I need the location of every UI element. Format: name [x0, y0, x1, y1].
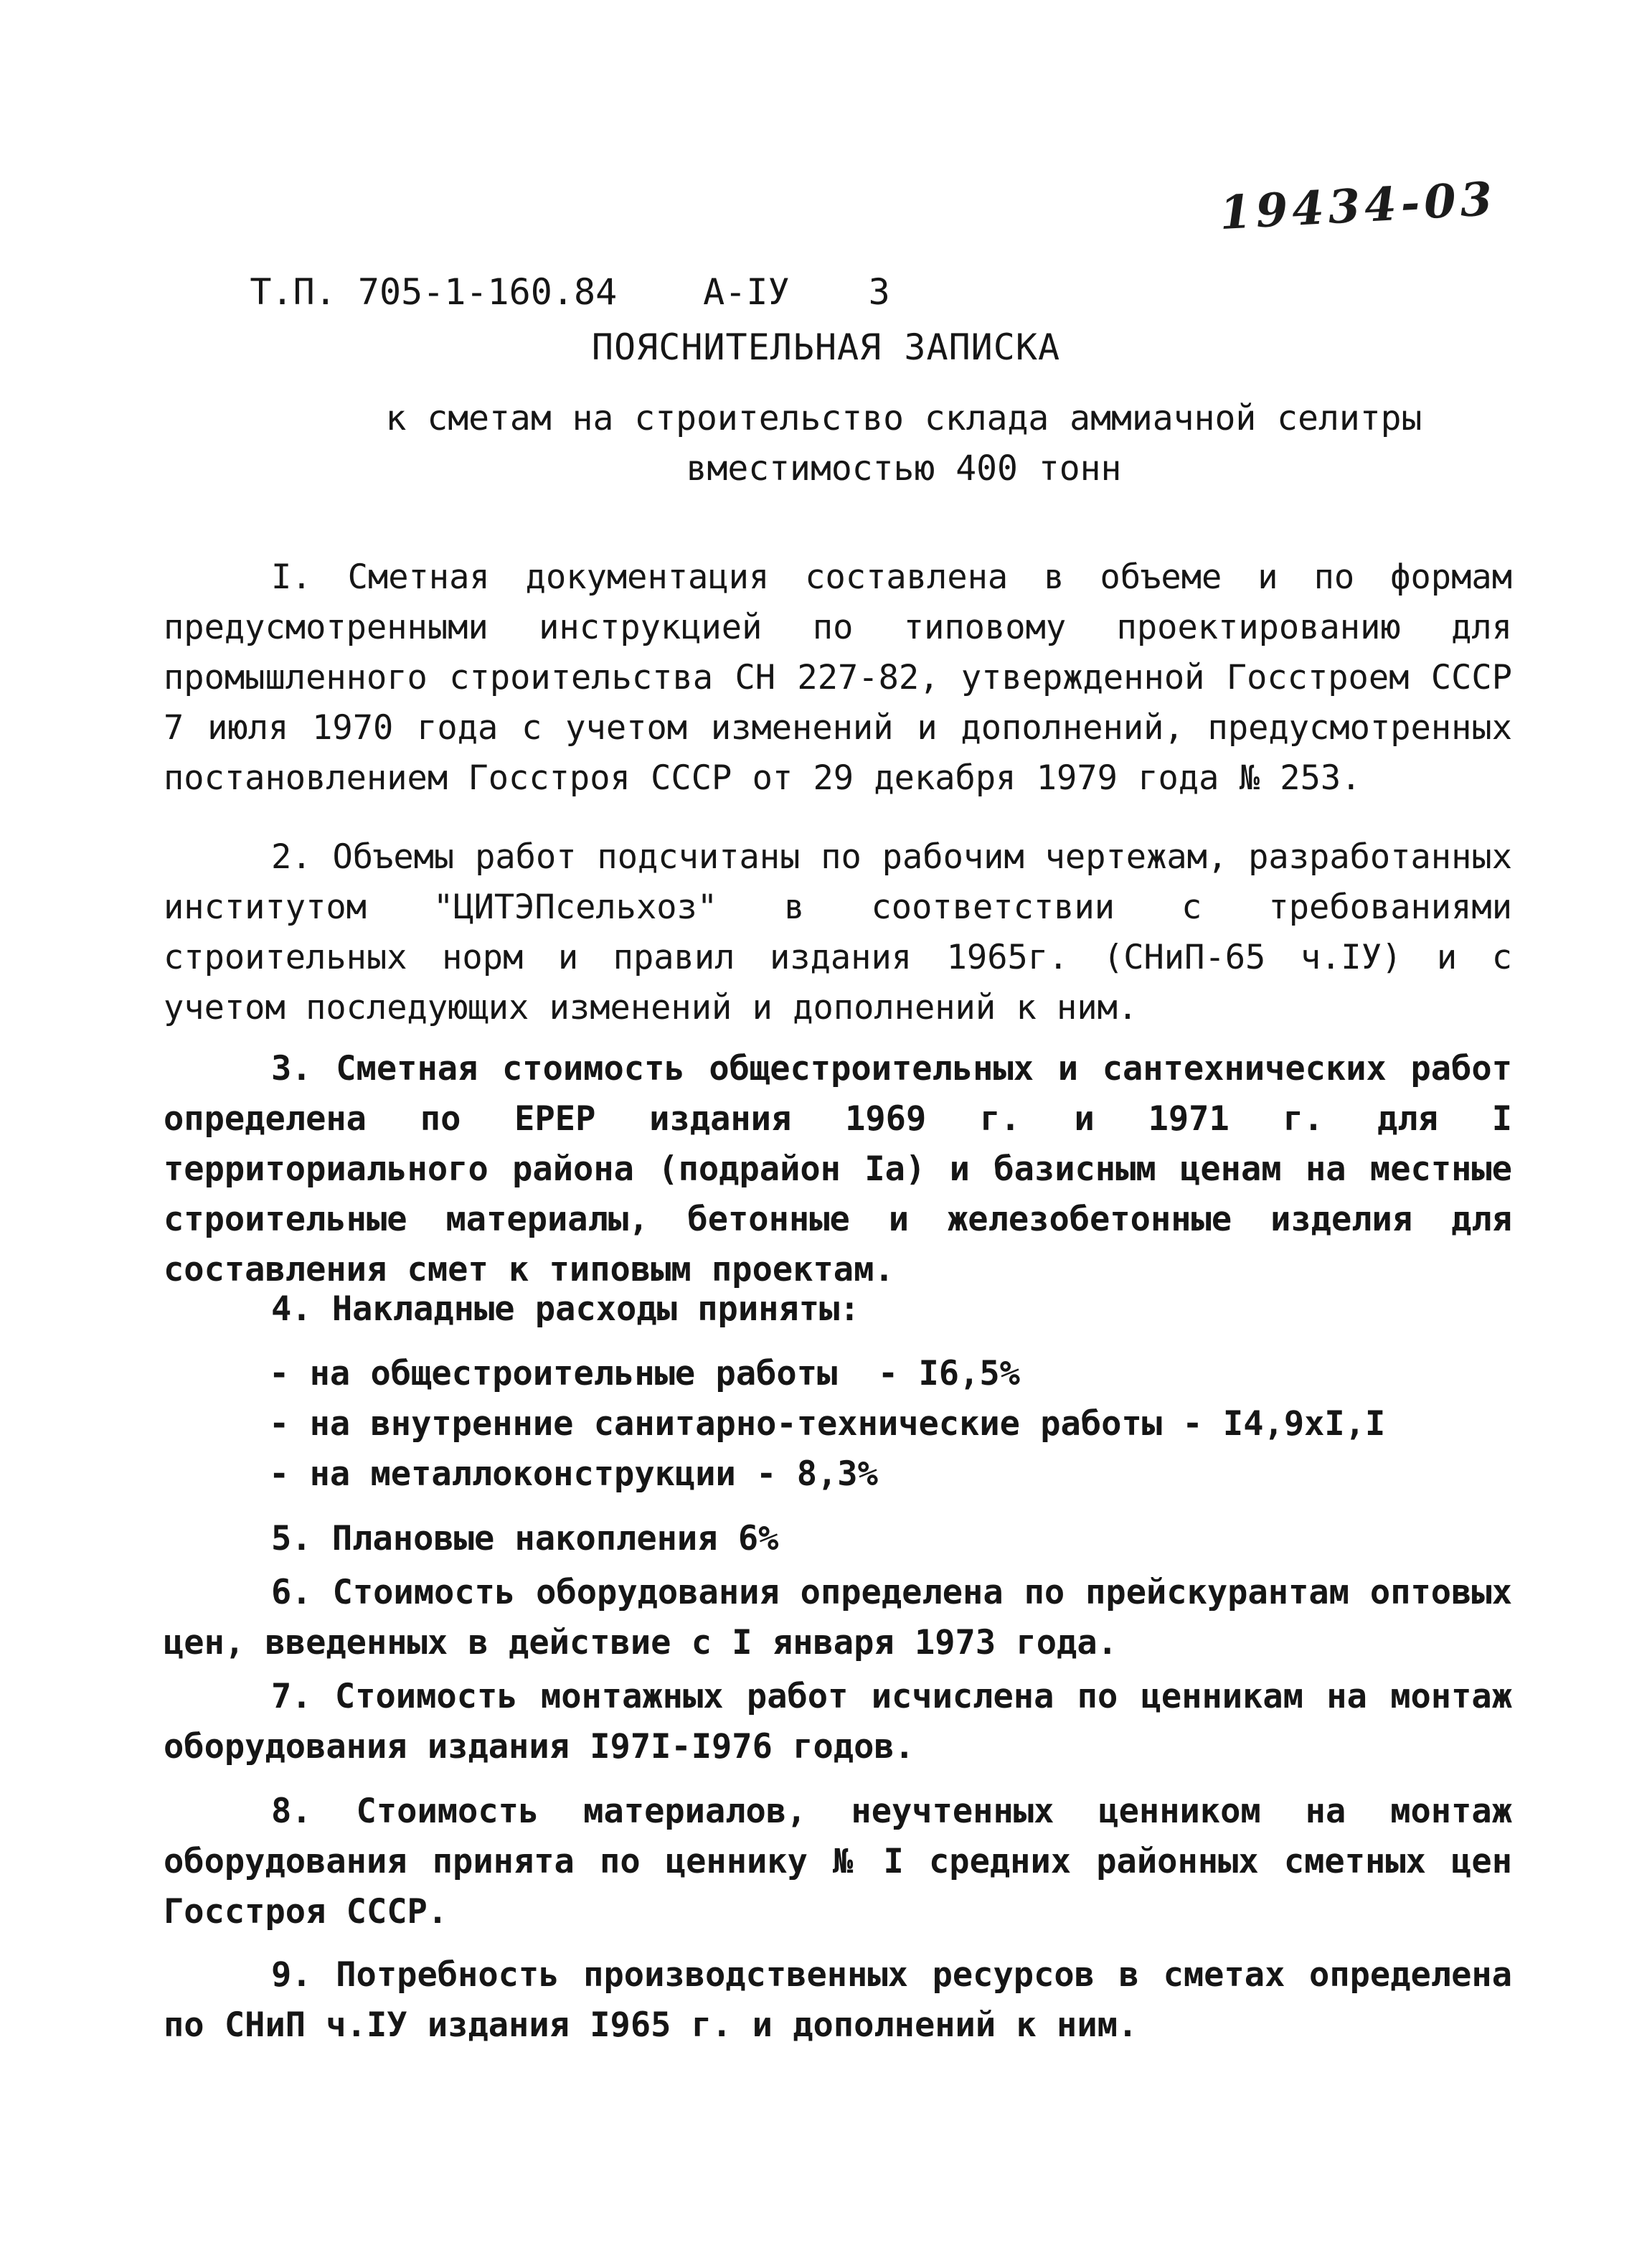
overhead-item-general: - на общестроительные работы - I6,5%	[269, 1354, 1020, 1393]
page-number: 3	[868, 271, 890, 313]
paragraph-4: 4. Накладные расходы приняты:	[271, 1289, 860, 1329]
paragraph-6: 6. Стоимость оборудования определена по прейскурантам оптовых цен, введенных в действие с I января 1973 года.	[164, 1573, 1512, 1662]
handwritten-archive-number: 19434-03	[1218, 171, 1498, 241]
paragraph-8: 8. Стоимость материалов, неучтенных ценником на монтаж оборудования принята по ценнику № I средних районных сметных цен Госстроя СССР.	[164, 1792, 1512, 1932]
paragraph-1: I. Сметная документация составлена в объеме и по формам предусмотренными инструкцией по типовому проектированию для промышленного строительства СН 227-82, утвержденной Госстроем СССР 7 июля 1970 года с учетом изменений и дополнений, предусмотренных постановлением Госстроя СССР от 29 декабря 1979 года № 253.	[164, 557, 1512, 798]
page-title: ПОЯСНИТЕЛЬНАЯ ЗАПИСКА	[591, 326, 1061, 368]
paragraph-2: 2. Объемы работ подсчитаны по рабочим чертежам, разработанных институтом "ЦИТЭПсельхоз" в соответствии с требованиями строительных норм и правил издания 1965г. (СНиП-65 ч.IУ) и с учетом последующих изменений и дополнений к ним.	[164, 837, 1512, 1027]
paragraph-3: 3. Сметная стоимость общестроительных и сантехнических работ определена по ЕРЕР издания 1969 г. и 1971 г. для I территориального района (подрайон Iа) и базисным ценам на местные строительные материалы, бетонные и железобетонные изделия для составления смет к типовым проектам.	[164, 1049, 1512, 1289]
paragraph-5: 5. Плановые накопления 6%	[271, 1519, 779, 1558]
project-code: Т.П. 705-1-160.84	[250, 271, 618, 313]
overhead-item-metal: - на металлоконструкции - 8,3%	[269, 1454, 878, 1494]
page-subtitle: к сметам на строительство склада аммиачной селитры вместимостью 400 тонн	[385, 398, 1422, 489]
overhead-item-sanitary: - на внутренние санитарно-технические работы - I4,9хI,I	[269, 1404, 1386, 1444]
paragraph-7: 7. Стоимость монтажных работ исчислена по ценникам на монтаж оборудования издания I97I-I976 годов.	[164, 1677, 1512, 1766]
paragraph-9: 9. Потребность производственных ресурсов в сметах определена по СНиП ч.IУ издания I965 г. и дополнений к ним.	[164, 1955, 1512, 2045]
album-number: А-IУ	[703, 271, 790, 313]
